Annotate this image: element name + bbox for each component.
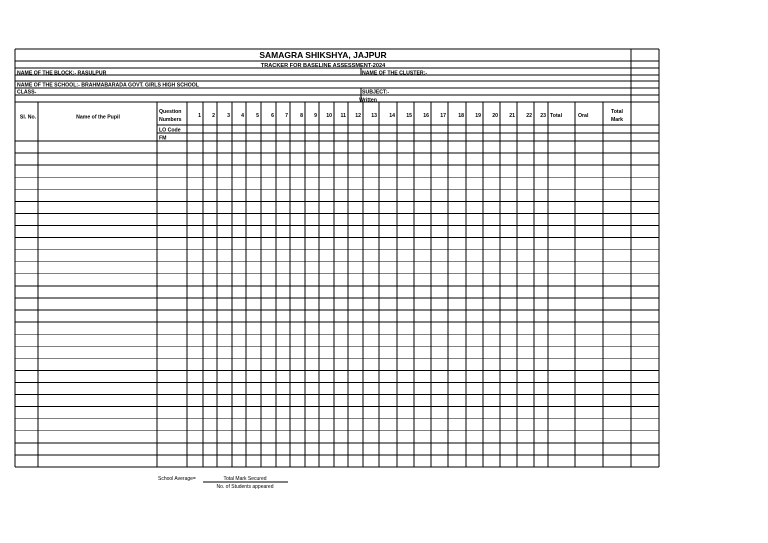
question-number-7: 7 — [285, 113, 288, 119]
school-average-label: School Average= — [158, 476, 196, 482]
question-numbers-header-line1: Question — [159, 109, 182, 116]
pupil-name-header: Name of the Pupil — [76, 114, 120, 121]
cluster-name-label: NAME OF THE CLUSTER:- — [362, 70, 428, 77]
question-number-20: 20 — [492, 113, 498, 119]
subject-label: SUBJECT:- — [362, 89, 390, 96]
sl-no-header: Sl. No. — [19, 114, 37, 121]
question-number-14: 14 — [389, 113, 395, 119]
sheet-title: SAMAGRA SHIKSHYA, JAJPUR — [259, 50, 387, 60]
total-mark-header-line1: Total — [610, 109, 624, 116]
question-number-22: 22 — [526, 113, 532, 119]
question-number-9: 9 — [314, 113, 317, 119]
total-mark-header-line2: Mark — [610, 117, 624, 124]
question-number-2: 2 — [212, 113, 215, 119]
question-number-16: 16 — [423, 113, 429, 119]
fm-label: FM — [159, 135, 167, 142]
written-label: Written — [359, 97, 377, 104]
question-number-12: 12 — [355, 113, 361, 119]
question-number-1: 1 — [198, 113, 201, 119]
block-name-label: NAME OF THE BLOCK:- RASULPUR — [17, 70, 107, 77]
question-number-6: 6 — [271, 113, 274, 119]
school-name-label: NAME OF THE SCHOOL:- BRAHMABARADA GOVT. GIRLS HIGH SCHOOL — [17, 82, 199, 89]
oral-header: Oral — [578, 113, 589, 119]
question-number-15: 15 — [406, 113, 412, 119]
question-number-19: 19 — [475, 113, 481, 119]
question-number-4: 4 — [241, 113, 244, 119]
average-denominator: No. of Students appeared — [216, 484, 274, 490]
average-numerator: Total Mark Secured — [223, 476, 267, 482]
question-number-18: 18 — [458, 113, 464, 119]
question-number-13: 13 — [371, 113, 377, 119]
question-numbers-header-line2: Numbers — [159, 117, 182, 124]
class-label: CLASS- — [17, 89, 37, 96]
question-number-17: 17 — [440, 113, 446, 119]
question-number-11: 11 — [340, 113, 346, 119]
question-number-23: 23 — [540, 113, 546, 119]
total-header: Total — [550, 113, 563, 119]
question-number-21: 21 — [509, 113, 515, 119]
question-number-5: 5 — [256, 113, 259, 119]
question-number-8: 8 — [300, 113, 303, 119]
lo-code-label: LO Code — [159, 127, 181, 134]
question-number-3: 3 — [227, 113, 230, 119]
question-number-10: 10 — [326, 113, 332, 119]
sheet-subtitle: TRACKER FOR BASELINE ASSESSMENT-2024 — [260, 63, 386, 69]
